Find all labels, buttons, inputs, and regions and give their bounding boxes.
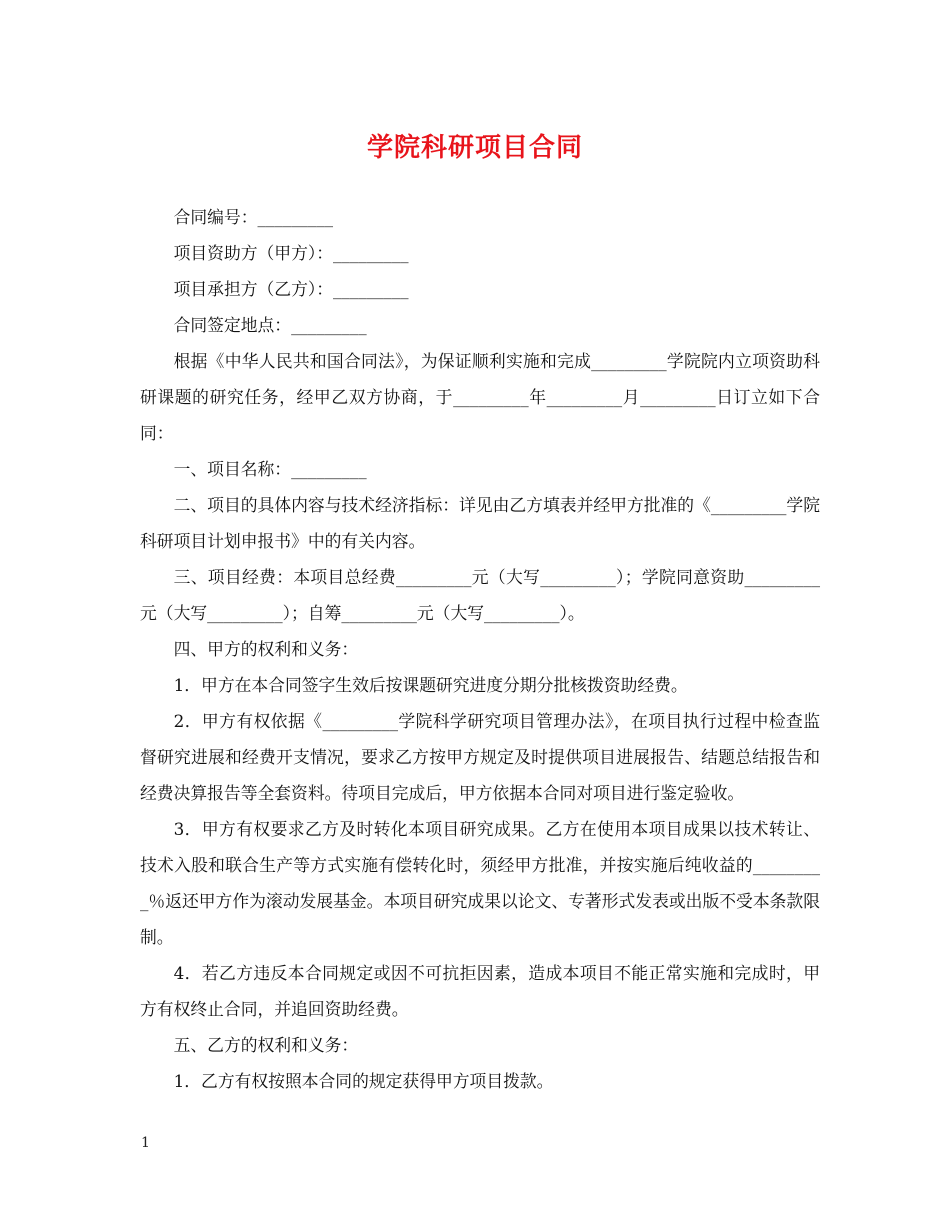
section-party-a-heading: 四、甲方的权利和义务： <box>173 639 359 659</box>
contract-body <box>140 199 820 1099</box>
section-project-name: 一、项目名称：_________ <box>173 459 367 479</box>
section-project-funding: 三、项目经费：本项目总经费_________元（大写_________）；学院同意资助_________元（大写_________）；自筹_________元（大写_________）。 <box>140 567 820 623</box>
party-a-clause-2: 2．甲方有权依据《_________学院科学研究项目管理办法》，在项目执行过程中检查监督研究进展和经费开支情况，要求乙方按甲方规定及时提供项目进展报告、结题总结报告和经费决算报告等全套资料。待项目完成后，甲方依据本合同对项目进行鉴定验收。 <box>140 711 820 803</box>
party-a-line: 项目资助方（甲方）：_________ <box>173 243 409 263</box>
page-number: 1 <box>141 1135 150 1151</box>
section-party-b-heading: 五、乙方的权利和义务： <box>173 1035 359 1055</box>
preamble-paragraph: 根据《中华人民共和国合同法》，为保证顺利实施和完成_________学院院内立项资助科研课题的研究任务，经甲乙双方协商，于_________年_________月_________日订立如下合同： <box>140 351 820 443</box>
signing-place-line: 合同签定地点：_________ <box>173 315 367 335</box>
party-b-clause-1: 1．乙方有权按照本合同的规定获得甲方项目拨款。 <box>173 1071 554 1091</box>
party-b-line: 项目承担方（乙方）：_________ <box>173 279 409 299</box>
section-project-content: 二、项目的具体内容与技术经济指标：详见由乙方填表并经甲方批准的《_________学院科研项目计划申报书》中的有关内容。 <box>140 495 820 551</box>
party-a-clause-4: 4．若乙方违反本合同规定或因不可抗拒因素，造成本项目不能正常实施和完成时，甲方有权终止合同，并追回资助经费。 <box>140 963 820 1019</box>
document-title: 学院科研项目合同 <box>366 133 583 163</box>
party-a-clause-3: 3．甲方有权要求乙方及时转化本项目研究成果。乙方在使用本项目成果以技术转让、技术入股和联合生产等方式实施有偿转化时，须经甲方批准，并按实施后纯收益的_________％返还甲方作为滚动发展基金。本项目研究成果以论文、专著形式发表或出版不受本条款限制。 <box>140 819 820 947</box>
contract-number-line: 合同编号：_________ <box>173 207 334 227</box>
party-a-clause-1: 1．甲方在本合同签字生效后按课题研究进度分期分批核拨资助经费。 <box>173 675 688 695</box>
